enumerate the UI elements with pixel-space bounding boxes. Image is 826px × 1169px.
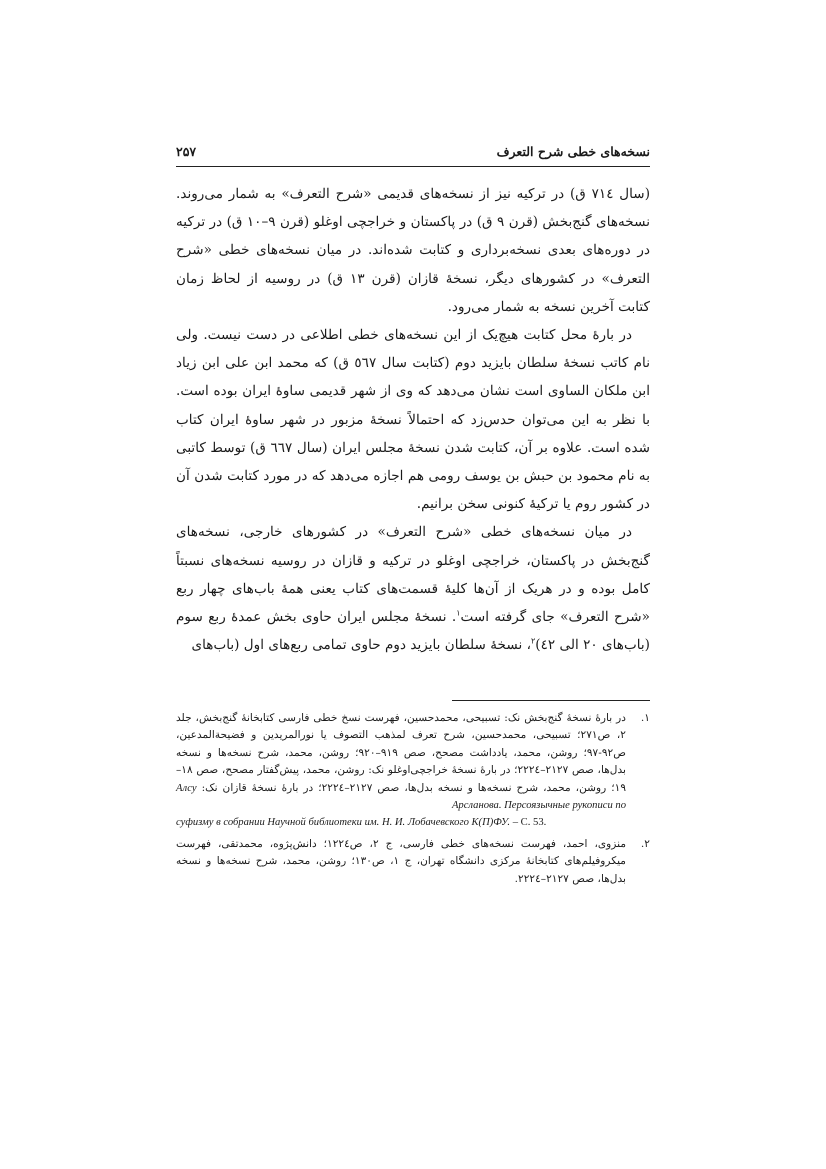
footnote-number: ۲. [640, 837, 650, 850]
footnote-russian-page: – С. 53. [510, 817, 547, 829]
footnote-rule [452, 700, 650, 701]
footnote-russian-title: суфизму в собрании Научной библиотеки им. Н. И. Лобачевского К(П)ФУ. [176, 817, 511, 829]
paragraph: در بارهٔ محل کتابت هیچ‌یک از این نسخه‌های خطی اطلاعی در دست نیست. ولی نام کاتب نسخهٔ سلطان بایزید دوم (کتابت سال ٥٦۷ ق) که محمد ابن علی ابن زیاد ابن ملکان الساوی است نشان می‌دهد که وی از شهر قدیمی ساوهٔ ایران بوده است. با نظر به این می‌توان حدس‌زد که احتمالاً نسخهٔ مزبور در شهر ساوهٔ ایران کتاب شده است. علاوه بر آن، کتابت شدن نسخهٔ مجلس ایران (سال ٦٦۷ ق) توسط کاتبی به نام محمود بن حبش بن یوسف رومی هم اجازه می‌دهد که در مورد کتابت شدن آن در کشور روم یا ترکیهٔ کنونی سخن برانیم. [176, 327, 650, 513]
paragraph-text: . نسخهٔ مجلس ایران حاوی بخش عمدهٔ ربع سوم (باب‌های ۲۰ الی ٤۲) [176, 609, 650, 654]
footnotes [176, 710, 650, 892]
paragraph-text: ، نسخهٔ سلطان بایزید دوم حاوی تمامی ربع‌های اول (باب‌های [191, 637, 531, 654]
footnote-ref[interactable]: ۱ [456, 608, 461, 618]
footnote-number: ۱. [640, 712, 650, 724]
main-text [176, 180, 650, 659]
footnote-ref[interactable]: ۲ [530, 636, 536, 646]
footnote [176, 836, 650, 888]
running-title: نسخه‌های خطی شرح التعرف [496, 144, 650, 159]
running-header [176, 144, 650, 164]
paragraph: (سال ۷۱٤ ق) در ترکیه نیز از نسخه‌های قدیمی «شرح التعرف» به شمار می‌روند. نسخه‌های گنج‌بخش (قرن ۹ ق) در پاکستان و خراجچی اوغلو (قرن ۹–۱۰ ق) در ترکیه در دوره‌های بعدی نسخه‌برداری و کتابت شده‌اند. در میان نسخه‌های خطی «شرح التعرف» در کشورهای دیگر، نسخهٔ قازان (قرن ۱۳ ق) در روسیه از لحاظ زمان کتابت آخرین نسخه به شمار می‌رود. [176, 186, 650, 315]
paragraph [176, 518, 650, 659]
footnote-russian-ref: Алсу Арсланова. Персоязычные рукописи по [176, 782, 626, 812]
page-number: ۲۵۷ [176, 144, 197, 159]
paragraph-text: در میان نسخه‌های خطی «شرح التعرف» در کشورهای خارجی، نسخه‌های گنج‌بخش در پاکستان، خراجچی اوغلو در ترکیه و قازان در روسیه نسخه‌های نسبتاً کامل بوده و در هریک از آن‌ها کلیهٔ قسمت‌های کتاب یعنی همهٔ باب‌های چهار ربع «شرح التعرف» جای گرفته است [176, 524, 650, 626]
footnote-russian-line [176, 814, 626, 831]
footnote-text: در بارهٔ نسخهٔ گنج‌بخش نک: تسبیحی، محمدحسین، فهرست نسخ خطی فارسی کتابخانهٔ گنج‌بخش، جلد ۲، ص۲۷۱؛ تسبیحی، محمدحسین، شرح تعرف لمذهب التصوف یا نورالمریدین و فضیحةالمدعین، ص۹۲-۹۷؛ روشن، محمد، یادداشت مصحح، صص ۹۱۹–۹۲۰؛ روشن، محمد، شرح نسخه‌ها و نسخه بدل‌ها، صص ۲۱۲۷–۲۲۲٤؛ در بارهٔ نسخهٔ خراجچی‌اوغلو نک: روشن، محمد، پیش‌گفتار مصحح، صص ۱۸–۱۹؛ روشن، محمد، شرح نسخه‌ها و نسخه بدل‌ها، صص ۲۱۲۷–۲۲۲٤؛ در بارهٔ نسخهٔ قازان نک: [176, 712, 627, 794]
footnote [176, 710, 650, 832]
footnote-text: منزوی، احمد، فهرست نسخه‌های خطی فارسی، ج ۲، ص۱۲۲٤؛ دانش‌پژوه، محمدتقی، فهرست میکروفیلم‌های کتابخانهٔ مرکزی دانشگاه تهران، ج ۱، ص۱۳۰؛ روشن، محمد، شرح نسخه‌ها و نسخه بدل‌ها، صص ۲۱۲۷–۲۲۲٤. [176, 837, 626, 885]
header-rule [176, 166, 650, 167]
